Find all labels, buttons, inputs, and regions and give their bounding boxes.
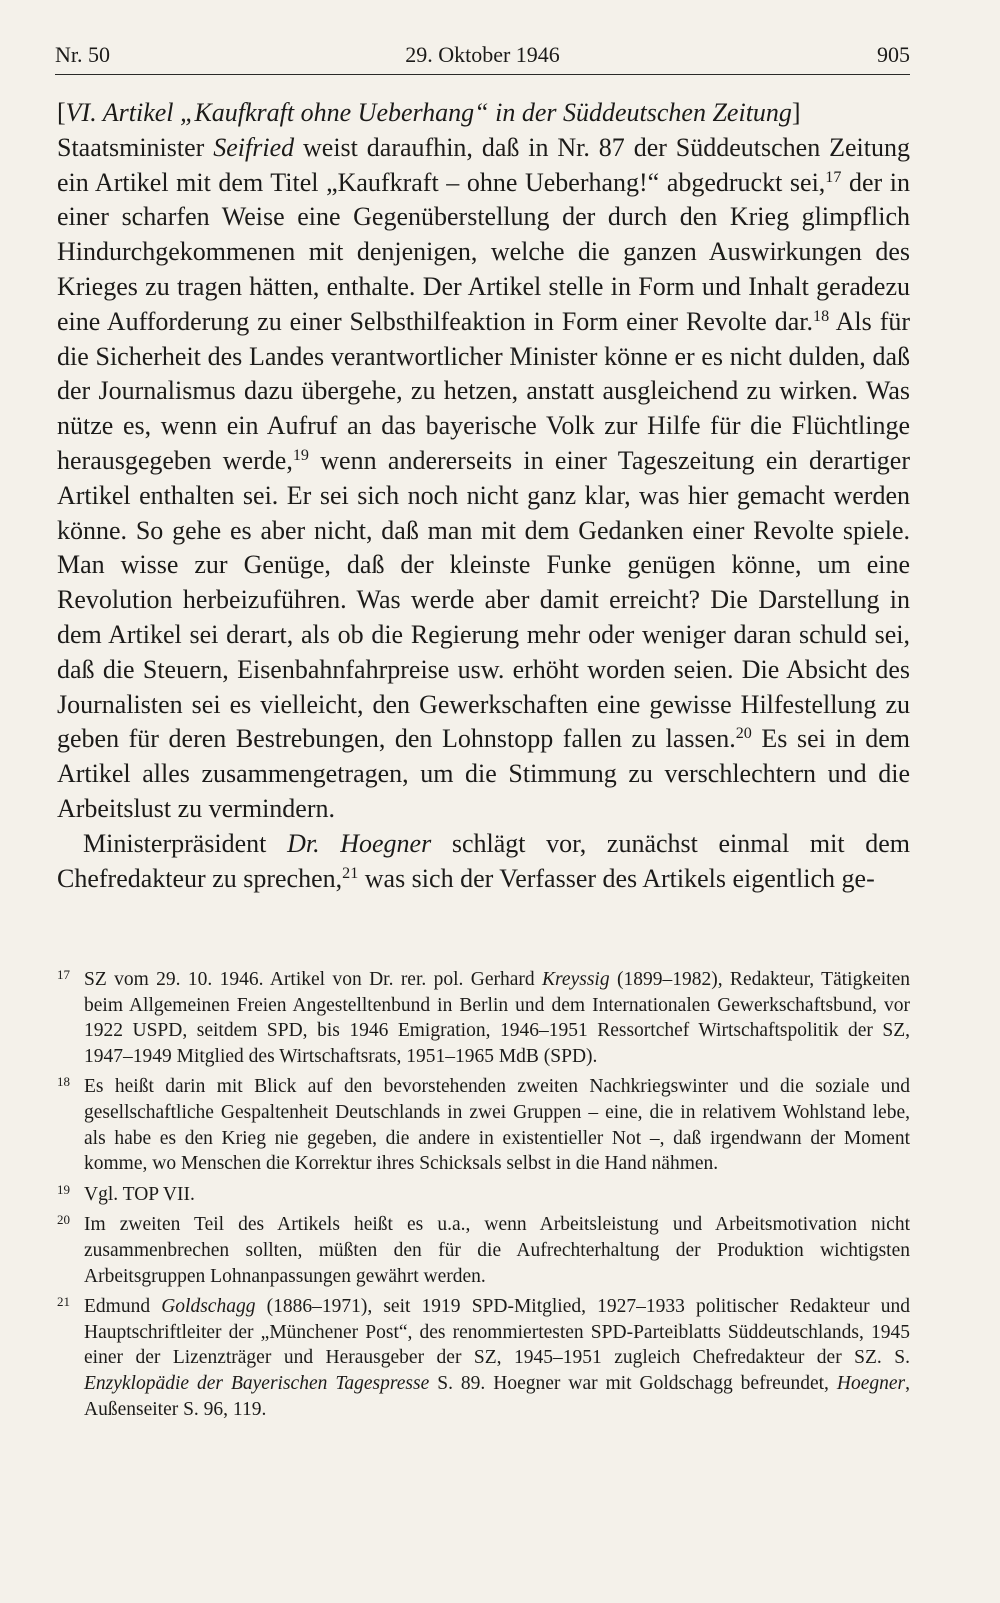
section-heading-text: VI. Artikel „Kaufkraft ohne Ueberhang“ in der Süddeutschen Zeitung bbox=[65, 98, 792, 127]
issue-number: Nr. 50 bbox=[55, 42, 110, 67]
footnote-21: 21 Edmund Goldschagg (1886–1971), seit 1919 SPD-Mitglied, 1927–1933 politischer Redakteur und Hauptschriftleiter der „Münchener Post“, des renommiertesten SPD-Parteiblatts Süddeutschlands, 1945 einer der Lizenzträger und Herausgeber der SZ, 1945–1951 zugleich Chefredakteur der SZ. S. Enzyklopädie der Bayerischen Tagespresse S. 89. Hoegner war mit Goldschagg befreundet, Hoegner, Außenseiter S. 96, 119. bbox=[57, 1294, 911, 1420]
footnote-19: 19 Vgl. TOP VII. bbox=[57, 1181, 195, 1205]
paragraph-hoegner: Ministerpräsident Dr. Hoegner schlägt vor, zunächst einmal mit dem Chefredakteur zu sprechen,$^{21}$ was sich der Verfasser des Artikels eigentlich ge- bbox=[57, 828, 910, 893]
page-number: 905 bbox=[877, 42, 910, 67]
header-date: 29. Oktober 1946 bbox=[405, 42, 560, 67]
footnote-number: 17 bbox=[57, 967, 70, 982]
person-name: Dr. Hoegner bbox=[287, 828, 432, 858]
footnote-17: 17 SZ vom 29. 10. 1946. Artikel von Dr. rer. pol. Gerhard Kreyssig (1899–1982), Redakteur, Tätigkeiten beim Allgemeinen Freien Angestelltenbund in Berlin und dem Internationalen Gewerkschaftsbund, vor 1922 USPD, seitdem SPD, bis 1946 Emigration, 1946–1951 Ressortchef Wirtschaftspolitik der SZ, 1947–1949 Mitglied des Wirtschaftsrats, 1951–1965 MdB (SPD). bbox=[57, 967, 910, 1067]
footnote-ref-21[interactable]: 21 bbox=[342, 864, 359, 882]
footnote-18: 18 Es heißt darin mit Blick auf den bevorstehenden zweiten Nachkriegswinter und die soziale und gesellschaftliche Gespaltenheit Deutschlands in zwei Gruppen – eine, die in relativem Wohlstand lebe, als habe es den Krieg nie gegeben, die andere in existentieller Not –, daß irgendwann der Moment komme, wo Menschen die Korrektur ihres Schicksals selbst in die Hand nähmen. bbox=[57, 1074, 910, 1175]
footnote-20: 20 Im zweiten Teil des Artikels heißt es u.a., wenn Arbeitsleistung und Arbeitsmotivation nicht zusammenbrechen sollten, müßten den für die Aufrechterhaltung der Produktion wichtigsten Arbeitsgruppen Lohnanpassungen gewährt werden. bbox=[57, 1212, 910, 1287]
running-header bbox=[55, 40, 910, 75]
paragraph-seifried: Staatsminister Seifried weist daraufhin, daß in Nr. 87 der Süddeutschen Zeitung ein Artikel mit dem Titel „Kaufkraft – ohne Ueberhang!“ abgedruckt sei,$^{17}$ der in einer scharfen Weise eine Gegenüberstellung der durch den Krieg glimpflich Hindurchgekommenen mit denjenigen, welche die ganzen Auswirkungen des Krieges zu tragen hätten, enthalte. Der Artikel stelle in Form und Inhalt geradezu eine Aufforderung zu einer Selbsthilfeaktion in Form einer Revolte dar.$^{18}$ Als für die Sicherheit des Landes verantwortlicher Minister könne er es nicht dulden, daß der Journalismus dazu übergehe, zu hetzen, anstatt ausgleichend zu wirken. Was nütze es, wenn ein Aufruf an das bayerische Volk zur Hilfe für die Flüchtlinge herausgegeben werde,$^{19}$ wenn andererseits in einer Tageszeitung ein derartiger Artikel enthalten sei. Er sei sich noch nicht ganz klar, was hier gemacht werden könne. So gehe es aber nicht, daß man mit dem Gedanken einer Revolte spiele. Man wisse zur Genüge, daß der kleinste Funke genügen könne, um eine Revolution herbeizuführen. Was werde aber damit erreicht? Die Darstellung in dem Artikel sei derart, als ob die Regierung mehr oder weniger daran schuld sei, daß die Steuern, Eisenbahnfahrpreise usw. erhöht worden seien. Die Absicht des Journalisten sei es vielleicht, den Gewerkschaften eine gewisse Hilfestellung zu geben für deren Bestrebungen, den Lohnstopp fallen zu lassen.$^{20}$ Es sei in dem Artikel alles zusammengetragen, um die Stimmung zu verschlechtern und die Arbeitslust zu vermindern. bbox=[57, 132, 911, 823]
footnote-ref-18[interactable]: 18 bbox=[813, 307, 830, 325]
footnote-number: 18 bbox=[57, 1074, 70, 1090]
section-heading: [VI. Artikel „Kaufkraft ohne Ueberhang“ in der Süddeutschen Zeitung] bbox=[57, 98, 801, 127]
footnote-ref-19[interactable]: 19 bbox=[292, 447, 309, 465]
footnote-number: 20 bbox=[57, 1212, 70, 1228]
footnote-ref-20[interactable]: 20 bbox=[735, 725, 752, 743]
main-text bbox=[57, 96, 910, 896]
footnote-number: 19 bbox=[57, 1181, 70, 1197]
footnotes bbox=[57, 967, 910, 1427]
person-name: Seifried bbox=[213, 132, 295, 162]
footnote-number: 21 bbox=[57, 1294, 70, 1310]
footnote-ref-17[interactable]: 17 bbox=[825, 168, 842, 186]
